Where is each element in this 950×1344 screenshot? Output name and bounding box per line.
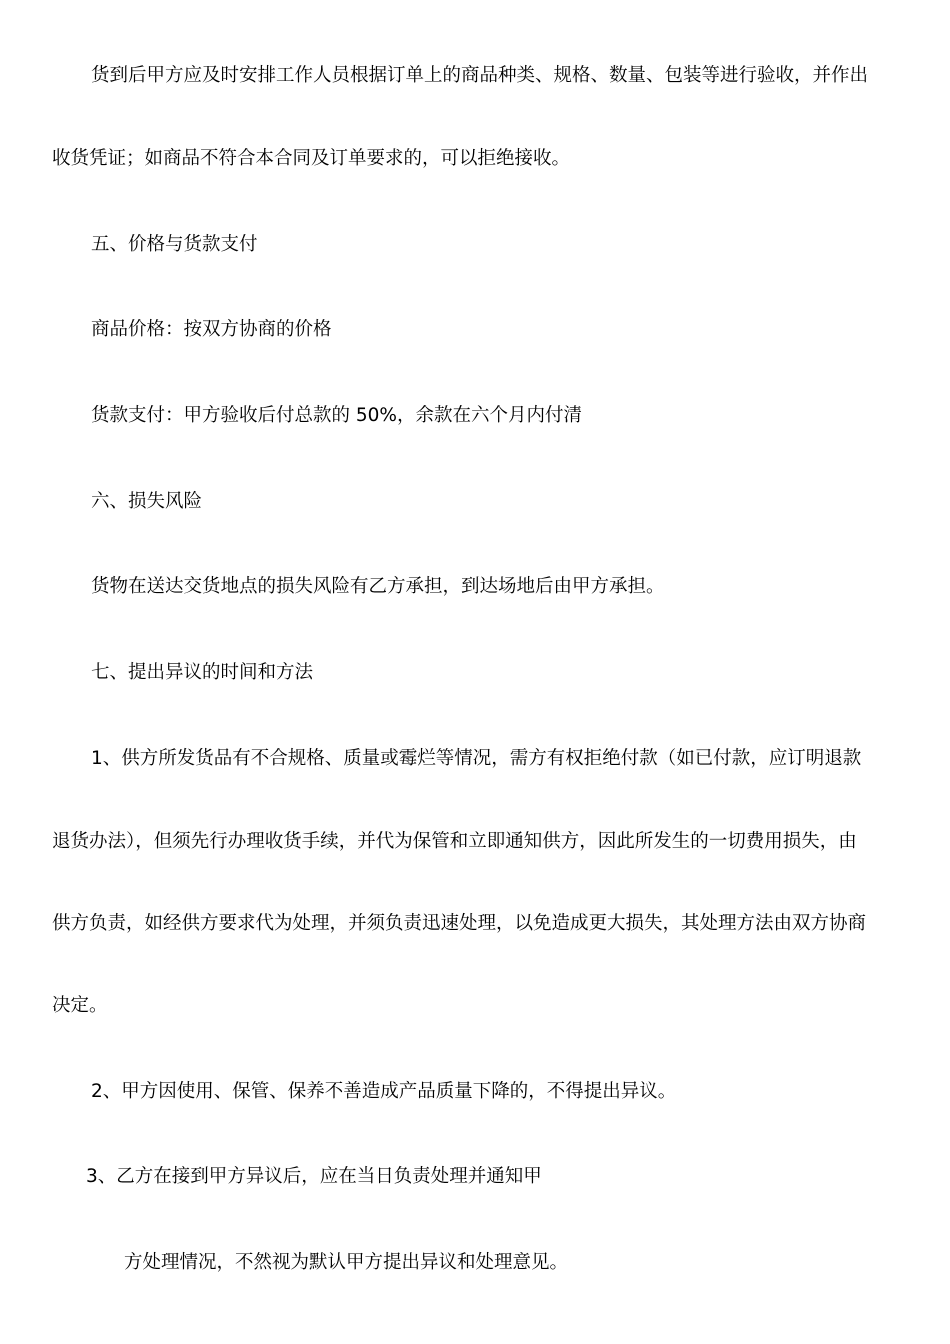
section-heading: 七、提出异议的时间和方法: [91, 662, 314, 683]
paragraph-line: 方处理情况，不然视为默认甲方提出异议和处理意见。: [124, 1252, 569, 1273]
paragraph-line: 退货办法），但须先行办理收货手续，并代为保管和立即通知供方，因此所发生的一切费用损失，由: [52, 831, 857, 852]
paragraph-line: 货到后甲方应及时安排工作人员根据订单上的商品种类、规格、数量、包装等进行验收，并作出: [91, 65, 869, 86]
paragraph-line: 供方负责，如经供方要求代为处理，并须负责迅速处理，以免造成更大损失，其处理方法由双方协商: [52, 913, 867, 934]
section-heading: 六、损失风险: [91, 491, 203, 512]
section-heading: 五、价格与货款支付: [91, 234, 258, 255]
paragraph-line: 决定。: [52, 995, 108, 1016]
paragraph-line: 货款支付：甲方验收后付总款的 50%，余款在六个月内付清: [91, 405, 583, 426]
paragraph-line: 收货凭证；如商品不符合本合同及订单要求的，可以拒绝接收。: [52, 148, 571, 169]
paragraph-line: 2、甲方因使用、保管、保养不善造成产品质量下降的，不得提出异议。: [91, 1081, 677, 1102]
paragraph-line: 商品价格：按双方协商的价格: [91, 319, 332, 340]
paragraph-line: 3、乙方在接到甲方异议后，应在当日负责处理并通知甲: [86, 1166, 542, 1187]
paragraph-line: 1、供方所发货品有不合规格、质量或霉烂等情况，需方有权拒绝付款（如已付款，应订明退款: [91, 748, 862, 769]
paragraph-line: 货物在送达交货地点的损失风险有乙方承担，到达场地后由甲方承担。: [91, 576, 665, 597]
